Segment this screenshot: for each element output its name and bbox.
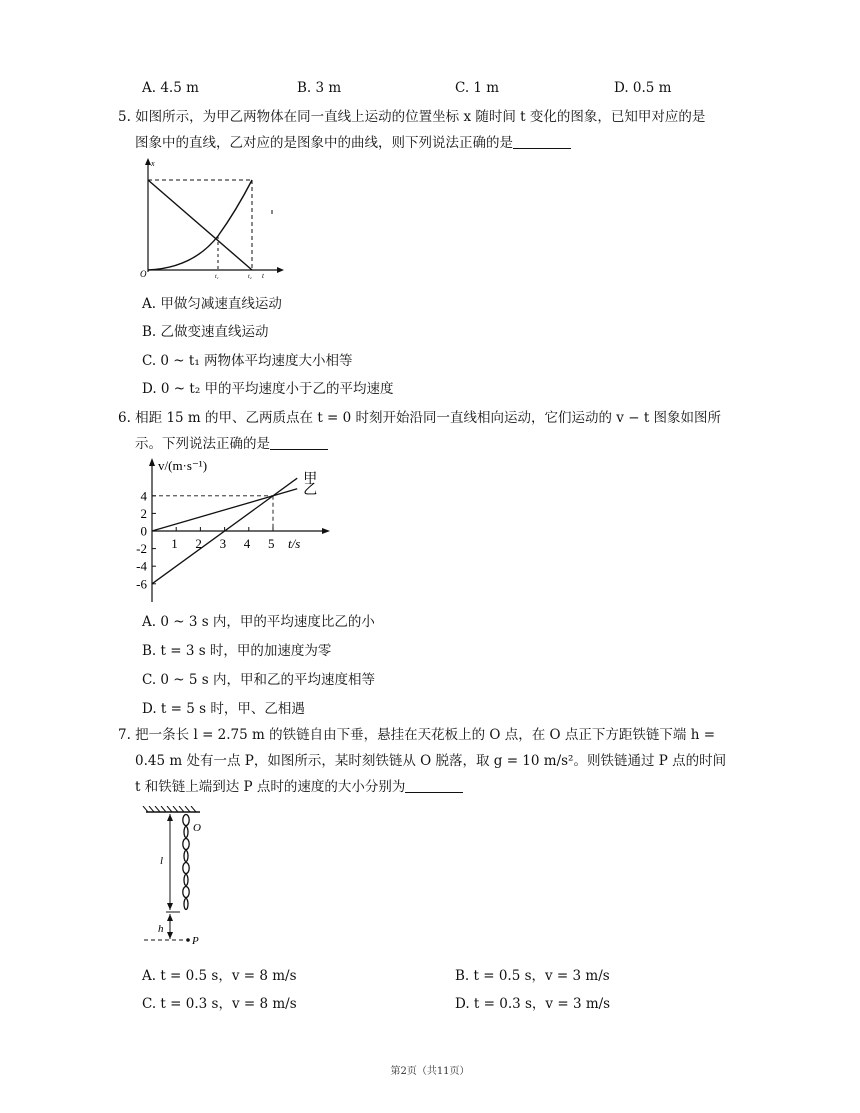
q6-option-d: D. t = 5 s 时，甲、乙相遇 xyxy=(142,701,305,717)
y-tick-label: -6 xyxy=(136,576,147,592)
q5-origin-label: O xyxy=(140,269,147,279)
q7-stem-line1: 7. 把一条长 l = 2.75 m 的铁链自由下垂，悬挂在天花板上的 O 点，在 O 点正下方距铁链下端 h = xyxy=(118,727,716,743)
x-axis-label: t/s xyxy=(288,536,301,551)
y-tick-label: 2 xyxy=(140,505,147,521)
q7-h-label: h xyxy=(158,923,164,935)
q7-stem-line3: t 和铁链上端到达 P 点时的速度的大小分别为 xyxy=(135,778,463,796)
x-tick-label: 1 xyxy=(171,536,178,551)
q5-stem-line2: 图象中的直线，乙对应的是图象中的曲线，则下列说法正确的是 xyxy=(135,134,571,152)
y-axis-arrow xyxy=(149,458,155,466)
q5-stem-line1: 5. 如图所示，为甲乙两物体在同一直线上运动的位置坐标 x 随时间 t 变化的图象，已知甲对应的是 xyxy=(118,109,706,125)
q6-velocity-time-chart xyxy=(130,456,345,604)
x-tick-label: 3 xyxy=(219,536,227,551)
q7-l-label: l xyxy=(160,855,164,867)
q5-position-time-graph xyxy=(138,156,288,280)
q7-o-label: O xyxy=(193,822,201,834)
answer-blank xyxy=(405,778,463,793)
q5-t2-label: t₂ xyxy=(248,274,252,280)
page-footer: 第2页（共11页） xyxy=(390,1066,470,1077)
x-tick-label: 5 xyxy=(268,536,275,551)
x-axis-arrow xyxy=(322,528,330,534)
q5-option-d: D. 0 ~ t₂ 甲的平均速度小于乙的平均速度 xyxy=(142,381,394,397)
q6-option-c: C. 0 ~ 5 s 内，甲和乙的平均速度相等 xyxy=(142,672,376,688)
answer-blank xyxy=(270,435,328,450)
answer-blank xyxy=(513,134,571,149)
q6-stem-line2: 示。下列说法正确的是 xyxy=(135,435,328,453)
q6-option-b: B. t = 3 s 时，甲的加速度为零 xyxy=(142,643,332,659)
y-tick-label: -2 xyxy=(136,541,147,557)
q4-option-c: C. 1 m xyxy=(455,80,500,96)
q4-option-b: B. 3 m xyxy=(297,80,342,96)
q7-stem-line2: 0.45 m 处有一点 P，如图所示，某时刻铁链从 O 脱落，取 g = 10 m/s²。则铁链通过 P 点的时间 xyxy=(135,753,727,769)
q7-option-a: A. t = 0.5 s，v = 8 m/s xyxy=(142,968,297,984)
y-tick-label: 0 xyxy=(140,523,147,539)
series-line-2 xyxy=(152,489,297,531)
q5-x-axis-label: x xyxy=(151,159,155,168)
y-tick-label: 4 xyxy=(140,488,147,504)
x-tick-label: 2 xyxy=(195,536,202,551)
q6-stem-line1: 6. 相距 15 m 的甲、乙两质点在 t = 0 时刻开始沿同一直线相向运动，它们运动的 v − t 图象如图所 xyxy=(118,410,722,426)
q5-line-jia xyxy=(148,180,252,270)
y-tick-label: -4 xyxy=(136,558,147,574)
q4-option-a: A. 4.5 m xyxy=(142,80,199,96)
q5-t1-label: t₁ xyxy=(215,274,219,280)
q6-option-a: A. 0 ~ 3 s 内，甲的平均速度比乙的小 xyxy=(142,614,375,630)
q7-option-c: C. t = 0.3 s，v = 8 m/s xyxy=(142,996,297,1012)
q7-p-label: P xyxy=(192,935,199,947)
q4-option-d: D. 0.5 m xyxy=(614,80,672,96)
chain-links xyxy=(183,815,189,910)
q7-option-b: B. t = 0.5 s，v = 3 m/s xyxy=(455,968,610,984)
q5-option-c: C. 0 ~ t₁ 两物体平均速度大小相等 xyxy=(142,353,353,369)
series-label-1: 甲 xyxy=(303,472,318,488)
series-label-2: 乙 xyxy=(303,482,318,498)
y-axis-label: v/(m·s⁻¹) xyxy=(158,458,208,473)
q7-option-d: D. t = 0.3 s，v = 3 m/s xyxy=(455,996,611,1012)
x-tick-label: 4 xyxy=(243,536,251,551)
q7-chain-figure xyxy=(140,806,220,951)
scan-mark xyxy=(271,210,273,214)
q5-t-axis-label: t xyxy=(262,272,264,280)
q5-option-b: B. 乙做变速直线运动 xyxy=(142,324,269,340)
q5-option-a: A. 甲做匀减速直线运动 xyxy=(142,296,282,312)
